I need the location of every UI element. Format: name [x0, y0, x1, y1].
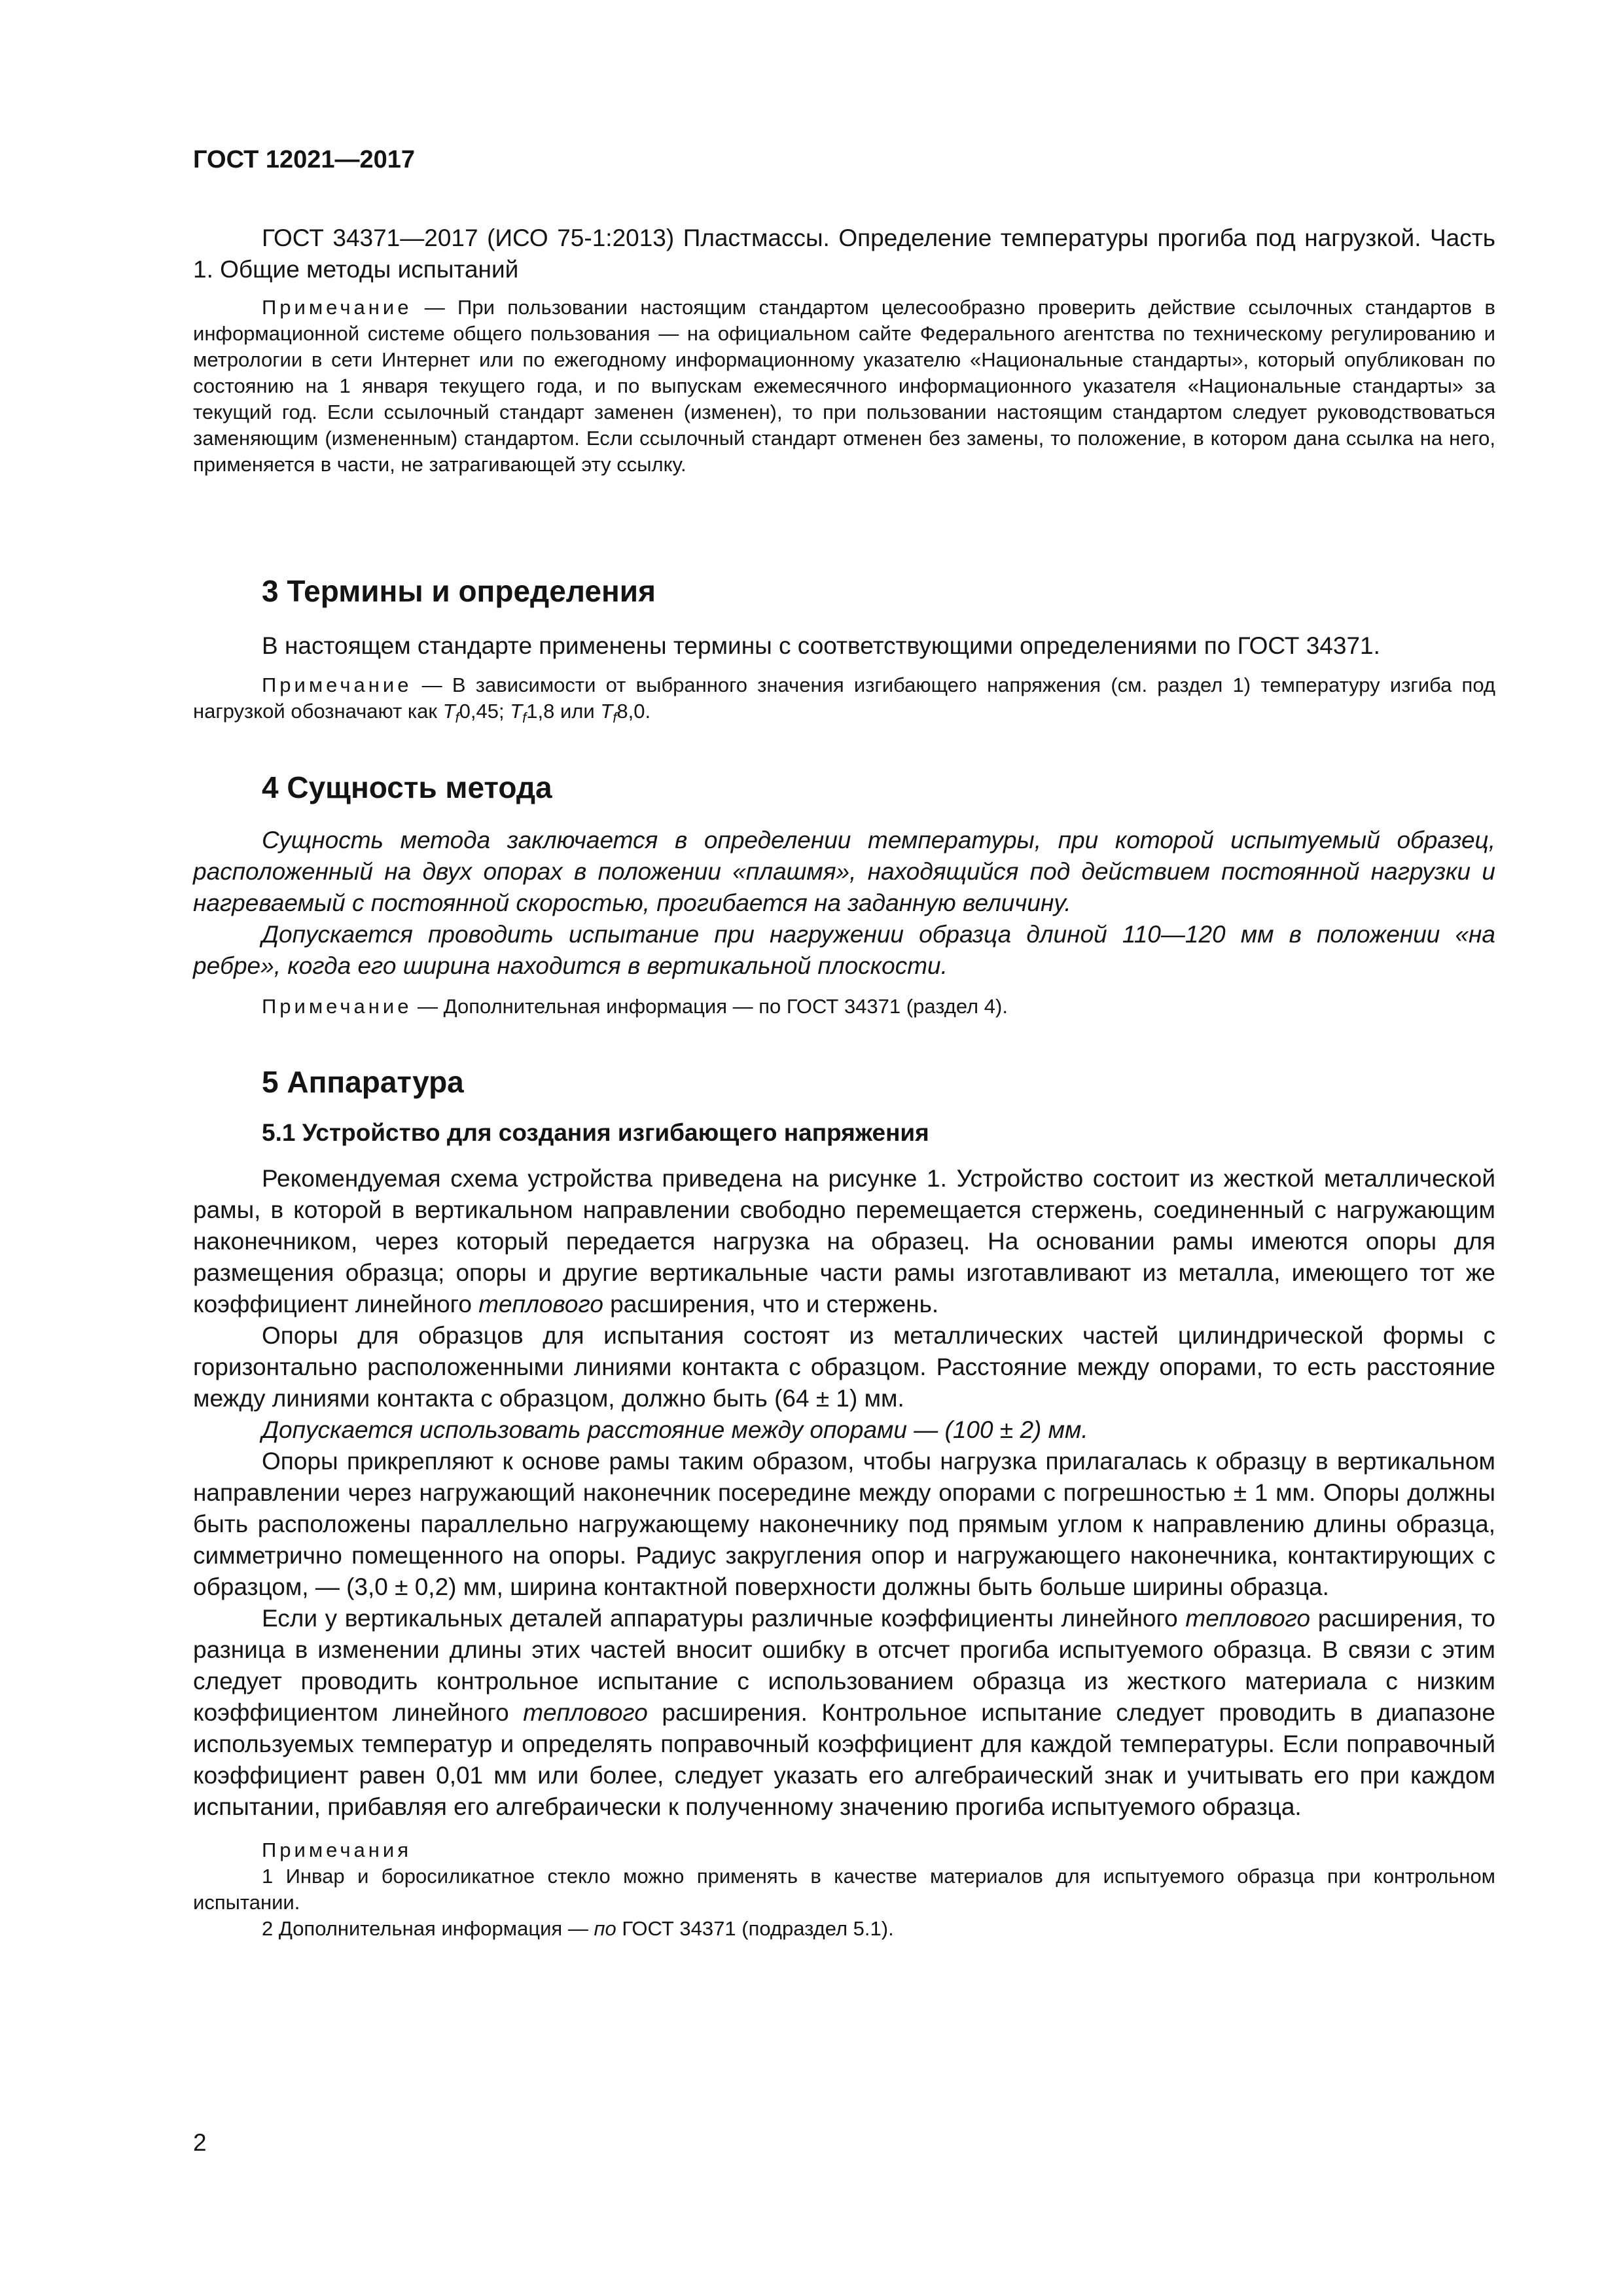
- section-5-para-4: Опоры прикрепляют к основе рамы таким образом, чтобы нагрузка прилагалась к образцу в вертикальном направлении через нагружающий наконечник посередине между опорами с погрешностью ± 1 мм. Опоры должны быть расположены параллельно нагружающему наконечнику под прямым углом к направлению длины образца, симметрично помещенного на опоры. Радиус закругления опор и нагружающего наконечника, контактирующих с образцом, — (3,0 ± 0,2) мм, ширина контактной поверхности должны быть больше ширины образца.: [193, 1448, 1495, 1600]
- section-3-title: 3 Термины и определения: [262, 574, 656, 608]
- section-4-para-2: Допускается проводить испытание при нагружении образца длиной 110—120 мм в положении «на ребре», когда его ширина находится в вертикальной плоскости.: [193, 921, 1495, 979]
- reference-note: [193, 295, 1495, 478]
- para-text: расширения. Контрольное испытание следует проводить в диапазоне используемых температур и определять поправочный коэффициент для каждой температуры. Если поправочный коэффициент равен 0,01 мм или более, следует указать его алгебраический знак и учитывать его при каждом испытании, прибавляя его алгебраически к полученному значению прогиба испытуемого образца.: [193, 1699, 1495, 1820]
- t-value-1: 0,45;: [459, 700, 510, 723]
- para-italic: теплового: [478, 1291, 603, 1318]
- section-3: [193, 576, 1495, 731]
- section-4-para-1: Сущность метода заключается в определении температуры, при которой испытуемый образец, расположенный на двух опорах в положении «плашмя», находящийся под действием постоянной нагрузки и нагреваемый с постоянной скоростью, прогибается на заданную величину.: [193, 827, 1495, 916]
- section-3-note: [193, 672, 1495, 731]
- note-label: Примечание: [262, 673, 412, 696]
- t-value-3: 8,0.: [616, 700, 651, 723]
- para-text: Рекомендуемая схема устройства приведена на рисунке 1. Устройство состоит из жесткой металлической рамы, в которой в вертикальном направлении свободно перемещается стержень, соединенный с нагружающим наконечником, через который передается нагрузка на образец. На основании рамы имеются опоры для размещения образца; опоры и другие вертикальные части рамы изготавливают из металла, имеющего тот же коэффициент линейного: [193, 1165, 1495, 1318]
- para-italic: теплового: [523, 1699, 648, 1726]
- para-text: Если у вертикальных деталей аппаратуры различные коэффициенты линейного: [262, 1605, 1186, 1632]
- t-subscript: f: [522, 709, 527, 726]
- reference-entry: ГОСТ 34371—2017 (ИСО 75-1:2013) Пластмассы. Определение температуры прогиба под нагрузкой. Часть 1. Общие методы испытаний: [193, 224, 1495, 283]
- note-text: 2 Дополнительная информация —: [262, 1917, 594, 1940]
- notes-label: [193, 1837, 1495, 1863]
- note-text: — При пользовании настоящим стандартом целесообразно проверить действие ссылочных стандартов в информационной системе общего пользования — на официальном сайте Федерального агентства по техническому регулированию и метрологии в сети Интернет или по ежегодному информационному указателю «Национальные стандарты», который опубликован по состоянию на 1 января текущего года, и по выпускам ежемесячного информационного указателя «Национальные стандарты» за текущий год. Если ссылочный стандарт заменен (изменен), то при пользовании настоящим стандартом следует руководствоваться заменяющим (измененным) стандартом. Если ссылочный стандарт отменен без замены, то положение, в котором дана ссылка на него, применяется в части, не затрагивающей эту ссылку.: [193, 296, 1495, 476]
- reference-block: [193, 223, 1495, 478]
- para-text: расширения, что и стержень.: [603, 1291, 939, 1318]
- notes-label-text: Примечания: [262, 1839, 412, 1861]
- note-1: 1 Инвар и боросиликатное стекло можно применять в качестве материалов для испытуемого образца при контрольном испытании.: [193, 1865, 1495, 1914]
- section-5-para-2: Опоры для образцов для испытания состоят из металлических частей цилиндрической формы с горизонтально расположенными линиями контакта с образцом. Расстояние между опорами, то есть расстояние между линиями контакта с образцом, должно быть (64 ± 1) мм.: [193, 1322, 1495, 1412]
- section-5: [193, 1067, 1495, 1942]
- note-text: — В зависимости от выбранного значения изгибающего напряжения (см. раздел 1) температуру изгиба под нагрузкой обозначают как: [193, 673, 1495, 723]
- section-5-para-5: [193, 1603, 1495, 1823]
- section-3-text: В настоящем стандарте применены термины с соответствующими определениями по ГОСТ 34371.: [262, 632, 1380, 659]
- t-subscript: f: [455, 709, 459, 726]
- note-text: ГОСТ 34371 (подраздел 5.1).: [616, 1917, 894, 1940]
- para-italic: теплового: [1185, 1605, 1311, 1632]
- note-text: — Дополнительная информация — по ГОСТ 34371 (раздел 4).: [412, 995, 1008, 1018]
- note-label: Примечание: [262, 995, 412, 1018]
- section-5-para-3: Допускается использовать расстояние между опорами — (100 ± 2) мм.: [262, 1416, 1088, 1443]
- section-4-title: 4 Сущность метода: [262, 770, 552, 804]
- t-value-2: 1,8 или: [526, 700, 601, 723]
- page-number: 2: [193, 2129, 207, 2156]
- note-italic: по: [594, 1917, 616, 1940]
- section-5-para-1: [193, 1163, 1495, 1320]
- section-4-note: [193, 994, 1495, 1020]
- subsection-5-1-title: 5.1 Устройство для создания изгибающего напряжения: [262, 1119, 929, 1146]
- note-2: [193, 1916, 1495, 1942]
- t-symbol: T: [510, 700, 523, 723]
- document-header: ГОСТ 12021—2017: [193, 146, 416, 173]
- t-symbol: T: [600, 700, 613, 723]
- section-4: [193, 772, 1495, 1020]
- section-5-title: 5 Аппаратура: [262, 1065, 464, 1099]
- t-subscript: f: [613, 709, 617, 726]
- para-text: расширения, то разница в изменении длины этих частей вносит ошибку в отсчет прогиба испытуемого образца. В связи с этим следует проводить контрольное испытание с использованием образца из жесткого материала с низким коэффициентом линейного: [193, 1605, 1496, 1726]
- note-label: Примечание: [262, 296, 412, 319]
- t-symbol: T: [442, 700, 455, 723]
